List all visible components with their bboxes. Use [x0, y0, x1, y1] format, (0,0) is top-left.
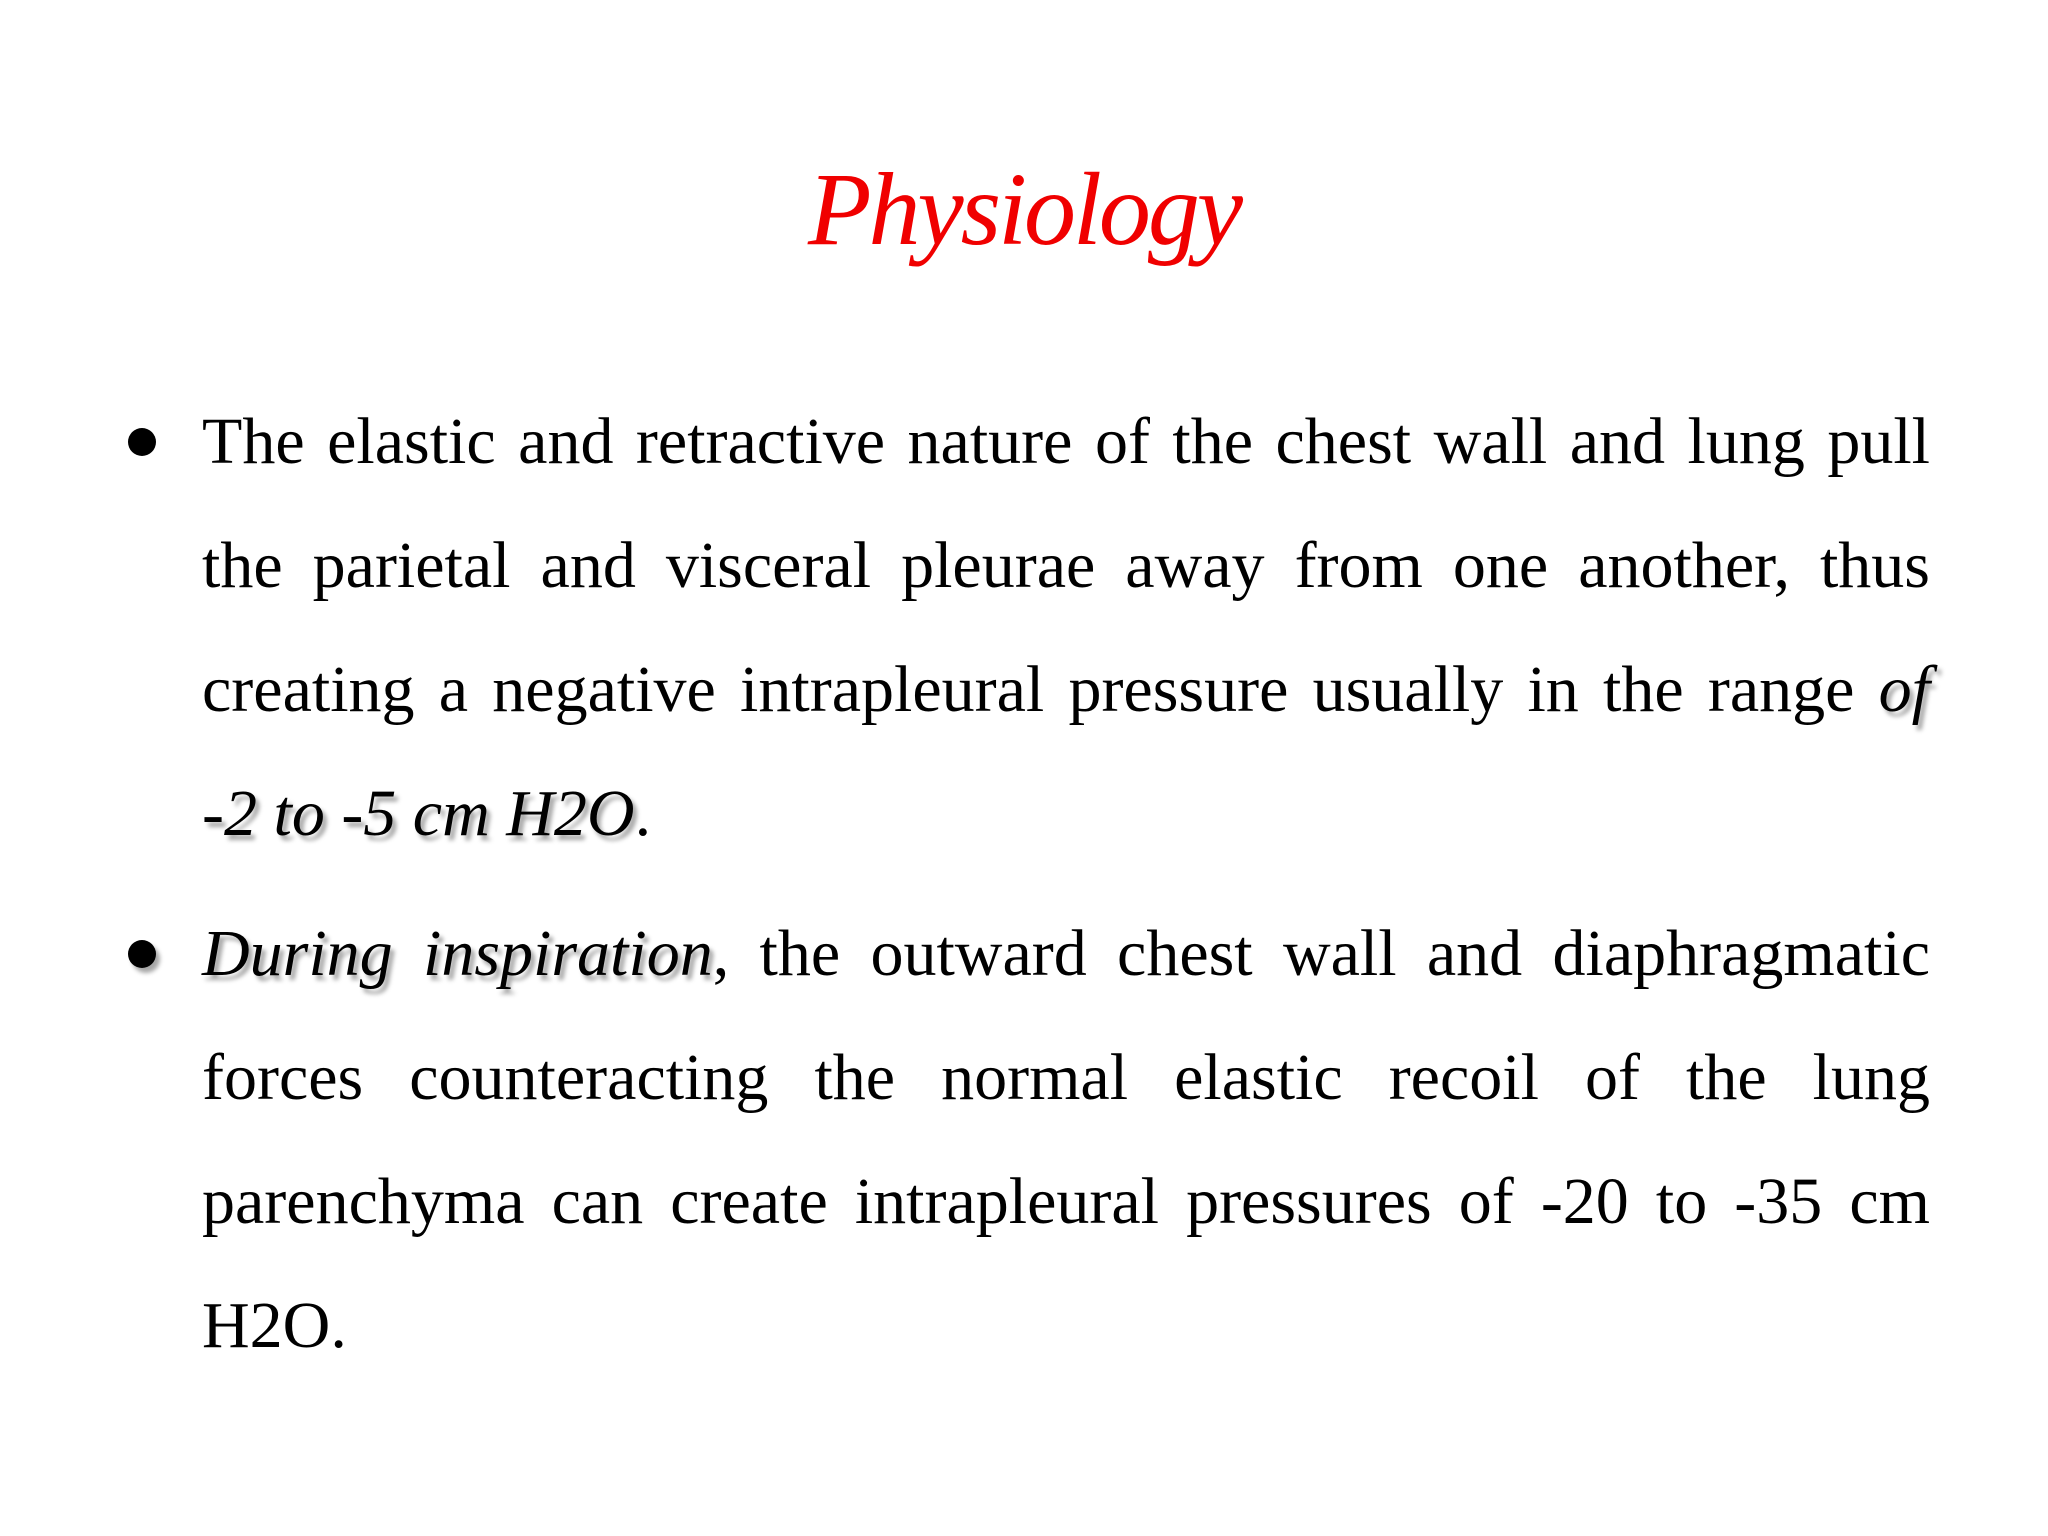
bullet-emphasis: During inspiration: [202, 917, 713, 990]
bullet-dot-icon: [128, 428, 156, 456]
bullet-dot-icon: [128, 940, 156, 968]
bullet-text: , the outward chest wall and diaphragmatic forces counteracting the normal elastic recoil of the lung parenchyma can create intrapleural pressures of -20 to -35 cm H2O.: [202, 917, 1930, 1362]
bullet-emphasis: of -2 to -5 cm H2O: [202, 653, 1930, 850]
bullet-text: The elastic and retractive nature of the chest wall and lung pull the parietal and visceral pleurae away from one another, thus creating a negative intrapleural pressure usually in the range: [202, 405, 1930, 726]
bullet-text-end: .: [634, 777, 652, 850]
slide-title: Physiology: [807, 152, 1241, 267]
bullet-item: [120, 380, 1930, 876]
bullet-item: [120, 892, 1930, 1388]
bullet-list: [120, 380, 1930, 1404]
